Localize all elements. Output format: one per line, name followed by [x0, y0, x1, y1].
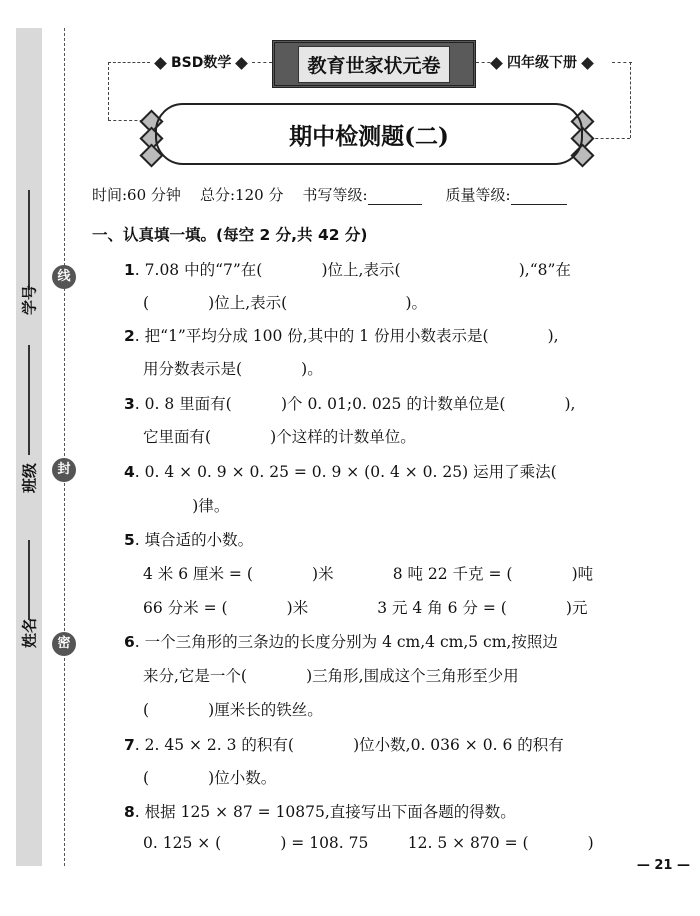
diamond-icon	[236, 57, 249, 70]
time-info: 时间:60 分钟	[92, 186, 181, 204]
title-banner	[155, 103, 583, 165]
question-2-line-2: 用分数表示是( )。	[143, 360, 323, 378]
quality-grade-label: 质量等级:	[445, 186, 511, 204]
question-number: 4	[124, 463, 135, 481]
subject-tag	[150, 52, 252, 72]
question-8-line-1	[124, 800, 516, 822]
header-rule-right	[612, 62, 632, 63]
question-text: . 一个三角形的三条边的长度分别为 4 cm,4 cm,5 cm,按照边	[134, 633, 558, 651]
question-7-line-1	[124, 733, 564, 755]
question-number: 6	[124, 633, 135, 651]
section-heading: 一、认真填一填。(每空 2 分,共 42 分)	[92, 226, 368, 244]
diamond-icon	[154, 57, 167, 70]
question-6-line-2: 来分,它是一个( )三角形,围成这个三角形至少用	[143, 667, 519, 685]
class-label: 班级	[20, 462, 39, 494]
seal-line: 线	[52, 265, 76, 289]
question-5-line-2: 4 米 6 厘米 = ( )米 8 吨 22 千克 = ( )吨	[143, 565, 594, 583]
question-number: 7	[124, 736, 135, 754]
seal-dense: 密	[52, 632, 76, 656]
question-number: 2	[124, 327, 135, 345]
series-title: 教育世家状元卷	[298, 46, 449, 83]
writing-grade-field[interactable]	[368, 188, 422, 205]
question-text: . 根据 125 × 87 = 10875,直接写出下面各题的得数。	[134, 803, 516, 821]
header-rule-left-v	[108, 62, 109, 120]
question-number: 5	[124, 531, 135, 549]
subject-label: BSD数学	[171, 55, 232, 71]
question-6-line-1	[124, 630, 558, 652]
diamond-icon	[490, 57, 503, 70]
header-rule-right-v	[630, 62, 631, 138]
question-1-line-2: ( )位上,表示( )。	[143, 294, 427, 312]
grade-tag	[486, 52, 598, 72]
question-4-line-2: )律。	[143, 497, 230, 515]
student-id-line	[28, 190, 30, 290]
question-number: 3	[124, 395, 135, 413]
question-text: . 7.08 中的“7”在( )位上,表示( ),“8”在	[134, 261, 571, 279]
student-id-label: 学号	[20, 284, 39, 316]
page-number: — 21 —	[636, 858, 690, 873]
question-5-line-1	[124, 528, 253, 550]
question-5-line-3: 66 分米 = ( )米 3 元 4 角 6 分 = ( )元	[143, 599, 588, 617]
question-3-line-1	[124, 392, 575, 414]
question-number: 8	[124, 803, 135, 821]
grade-label: 四年级下册	[507, 55, 577, 71]
question-6-line-3: ( )厘米长的铁丝。	[143, 701, 323, 719]
question-text: . 2. 45 × 2. 3 的积有( )位小数,0. 036 × 0. 6 的积有	[134, 736, 564, 754]
question-text: . 0. 8 里面有( )个 0. 01;0. 025 的计数单位是( ),	[134, 395, 576, 413]
question-7-line-2: ( )位小数。	[143, 769, 277, 787]
question-3-line-2: 它里面有( )个这样的计数单位。	[143, 428, 416, 446]
class-line	[28, 345, 30, 455]
header-rule-left	[108, 62, 150, 63]
cut-line	[64, 28, 65, 866]
diamond-icon	[581, 57, 594, 70]
question-1-line-1	[124, 258, 571, 280]
question-4-line-1	[124, 460, 557, 482]
score-info: 总分:120 分	[200, 186, 284, 204]
writing-grade-label: 书写等级:	[302, 186, 368, 204]
question-text: . 把“1”平均分成 100 份,其中的 1 份用小数表示是( ),	[134, 327, 559, 345]
exam-meta	[92, 184, 567, 205]
question-2-line-1	[124, 324, 559, 346]
seal-seal: 封	[52, 458, 76, 482]
quality-grade-field[interactable]	[511, 188, 567, 205]
question-text: . 填合适的小数。	[134, 531, 254, 549]
name-label: 姓名	[20, 617, 39, 649]
page-title: 期中检测题(二)	[289, 122, 449, 150]
question-8-line-2: 0. 125 × ( ) = 108. 75 12. 5 × 870 = ( )	[143, 834, 594, 852]
header-rule-mid-l	[252, 62, 272, 63]
question-text: . 0. 4 × 0. 9 × 0. 25 = 0. 9 × (0. 4 × 0. 25) 运用了乘法(	[134, 463, 557, 481]
question-number: 1	[124, 261, 135, 279]
series-plaque	[272, 40, 476, 88]
header-rule-right-b	[590, 138, 630, 139]
name-line	[28, 540, 30, 620]
